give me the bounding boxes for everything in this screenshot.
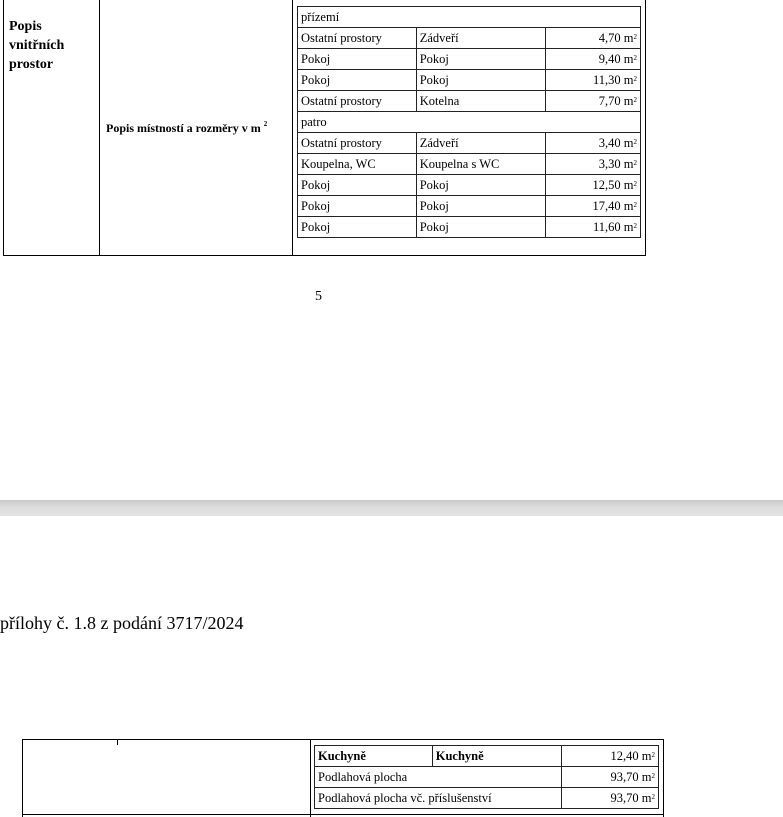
- table-row: [298, 70, 641, 91]
- room-name: Koupelna s WC: [416, 154, 546, 175]
- table-top-border: [22, 739, 664, 740]
- summary-table: [314, 745, 659, 809]
- table-row: [298, 175, 641, 196]
- room-area: 12,50 $m^2$: [546, 175, 641, 196]
- room-type: Ostatní prostory: [298, 133, 417, 154]
- room-type: Pokoj: [298, 49, 417, 70]
- room-name: Pokoj: [416, 217, 546, 238]
- room-type: Pokoj: [298, 70, 417, 91]
- rooms-dimensions-label: Popis místností a rozměry v m $^2$: [106, 120, 268, 135]
- column-divider: [22, 739, 23, 817]
- table-row: [298, 133, 641, 154]
- column-divider: [117, 739, 118, 745]
- room-area: 11,30 $m^2$: [546, 70, 641, 91]
- column-divider: [310, 739, 311, 817]
- room-list-table: [297, 6, 641, 238]
- room-type: Koupelna, WC: [298, 154, 417, 175]
- floor-name: přízemí: [298, 7, 641, 28]
- table-row: [298, 196, 641, 217]
- table-row: [298, 91, 641, 112]
- total-area: 93,70 $m^2$: [562, 767, 659, 788]
- floor-area-row: [315, 767, 659, 788]
- floor-header-row: [298, 7, 641, 28]
- table-row: [298, 28, 641, 49]
- table-row: [298, 154, 641, 175]
- room-name: Pokoj: [416, 70, 546, 91]
- room-type: Kuchyně: [315, 746, 433, 767]
- table-bottom-border: [22, 814, 664, 815]
- table-row: [298, 49, 641, 70]
- page-number: 5: [315, 289, 322, 304]
- table-row: [315, 746, 659, 767]
- total-area: 93,70 $m^2$: [562, 788, 659, 809]
- room-area: 3,40 $m^2$: [546, 133, 641, 154]
- room-area: 9,40 $m^2$: [546, 49, 641, 70]
- room-area: 3,30 $m^2$: [546, 154, 641, 175]
- room-name: Zádveří: [416, 133, 546, 154]
- room-name: Pokoj: [416, 49, 546, 70]
- floor-area-incl-accessories-row: [315, 788, 659, 809]
- table-row: [298, 217, 641, 238]
- attachment-heading: přílohy č. 1.8 z podání 3717/2024: [0, 613, 244, 633]
- room-name: Kotelna: [416, 91, 546, 112]
- section-title-line: vnitřních: [9, 38, 65, 53]
- page-separator: [0, 500, 783, 516]
- section-title: [9, 17, 64, 74]
- column-divider: [292, 0, 293, 255]
- room-area: 12,40 $m^2$: [562, 746, 659, 767]
- section-title-line: prostor: [9, 57, 54, 72]
- total-label: Podlahová plocha: [315, 767, 562, 788]
- room-area: 7,70 $m^2$: [546, 91, 641, 112]
- room-type: Pokoj: [298, 196, 417, 217]
- room-type: Ostatní prostory: [298, 28, 417, 49]
- floor-header-row: [298, 112, 641, 133]
- room-type: Ostatní prostory: [298, 91, 417, 112]
- room-name: Pokoj: [416, 196, 546, 217]
- room-name: Kuchyně: [432, 746, 562, 767]
- room-name: Zádveří: [416, 28, 546, 49]
- room-type: Pokoj: [298, 175, 417, 196]
- floor-name: patro: [298, 112, 641, 133]
- room-area: 11,60 $m^2$: [546, 217, 641, 238]
- room-type: Pokoj: [298, 217, 417, 238]
- room-area: 17,40 $m^2$: [546, 196, 641, 217]
- column-divider: [99, 0, 100, 255]
- room-area: 4,70 $m^2$: [546, 28, 641, 49]
- total-label: Podlahová plocha vč. příslušenství: [315, 788, 562, 809]
- room-name: Pokoj: [416, 175, 546, 196]
- section-title-line: Popis: [9, 19, 42, 34]
- column-divider: [663, 739, 664, 817]
